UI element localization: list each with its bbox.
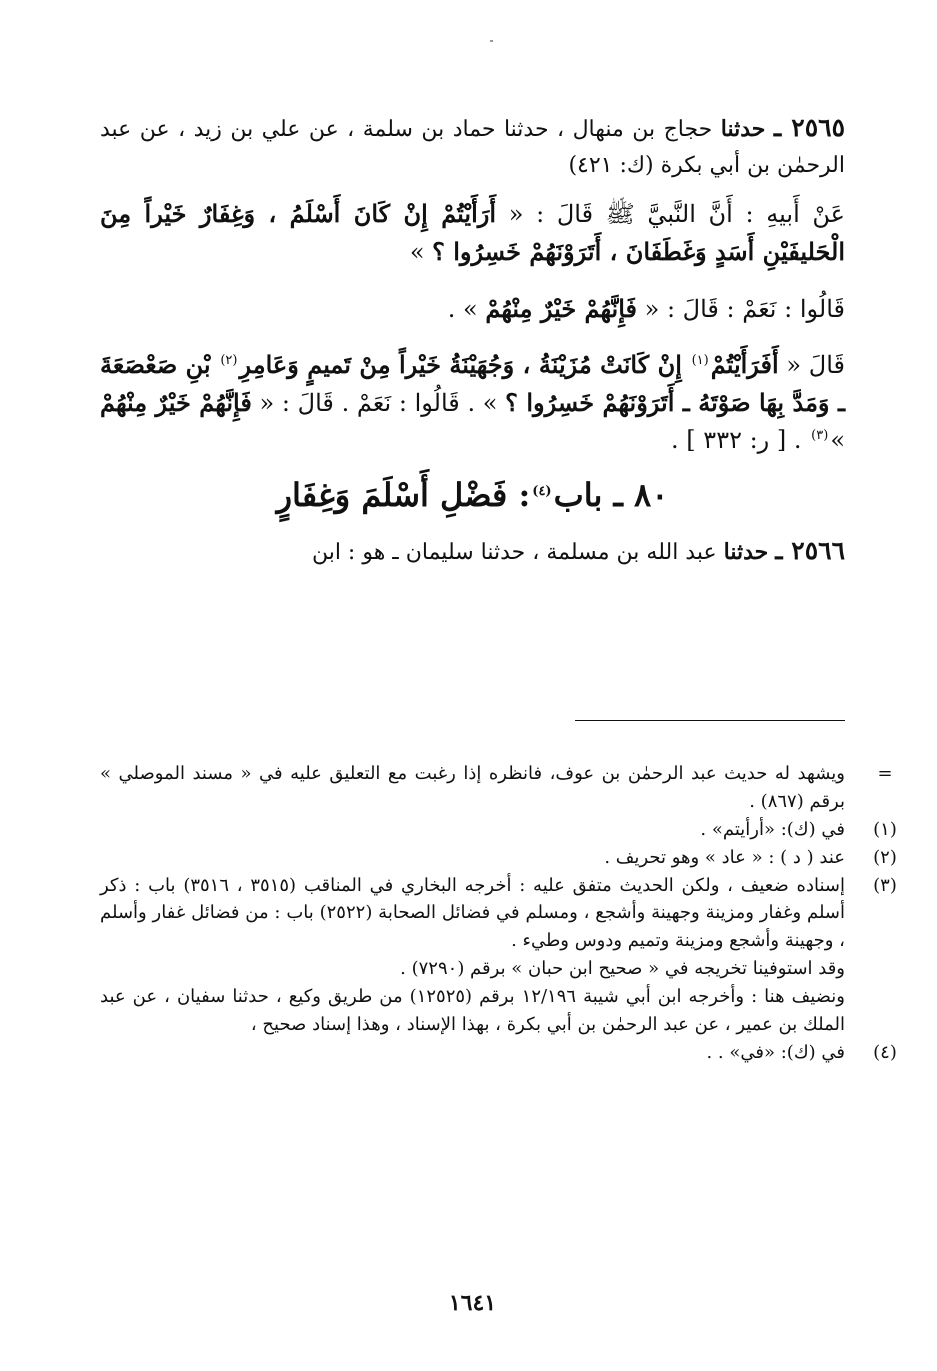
footnote-number: (١)	[873, 818, 897, 840]
footnote-text: في (ك): «أرأيتم» .	[700, 818, 845, 840]
footnote-3	[100, 872, 897, 956]
isnad-text: عبد الله بن مسلمة ، حدثنا سليمان ـ هو : ابن	[311, 539, 717, 565]
chapter-heading	[100, 475, 845, 517]
footnote-ref-2: (٢)	[220, 352, 238, 368]
hadith-lead: حدثنا	[720, 116, 766, 142]
hadith-lead: حدثنا	[723, 538, 769, 565]
footnote-continuation	[100, 760, 893, 816]
continuation-marker: =	[877, 763, 893, 784]
quote-mark: »	[409, 238, 425, 267]
matn-text: قَالُوا : نَعَمْ : قَالَ : «	[644, 294, 845, 323]
footnote-text: إسناده ضعيف ، ولكن الحديث متفق عليه : أخرجه البخاري في المناقب (٣٥١٥ ، ٣٥١٦) باب : ذكر أسلم وغفار ومزينة وجهينة وأشجع ، ومسلم في فضائل الصحابة (٢٥٢٢) باب : من فضائل غفار وأسلم ، وجهينة وأشجع ومزينة وتميم ودوس وطيء .	[100, 874, 846, 952]
prophet-speech: فَإِنَّهُمْ خَيْرٌ مِنْهُمْ	[100, 387, 252, 417]
matn-text: » . قَالُوا : نَعَمْ . قَالَ : «	[259, 388, 498, 417]
matn-paragraph-1	[100, 195, 845, 271]
footnote-3-para-2: وقد استوفينا تخريجه في « صحيح ابن حبان » برقم (٧٢٩٠) .	[400, 958, 845, 980]
prophet-speech: بْنِ صَعْصَعَةَ ـ وَمَدَّ بِهَا صَوْتَهُ ـ أَتَرَوْنَهُمْ خَسِرُوا ؟	[100, 349, 845, 417]
isnad-text: حجاج بن منهال ، حدثنا حماد بن سلمة ، عن علي بن زيد ، عن عبد الرحمٰن بن أبي بكرة (ك: ٤٢١)	[100, 117, 845, 178]
hadith-number: ٢٥٦٦ ـ	[775, 535, 845, 565]
footnote-ref-4: (٤)	[532, 483, 552, 499]
chapter-number: ٨٠ ـ باب	[553, 476, 669, 515]
footnote-number: (٤)	[873, 1041, 897, 1063]
prophet-speech: أَفَرَأَيْتُمْ	[710, 349, 779, 379]
matn-text: قَالَ «	[786, 350, 846, 379]
footnote-ref-3: (٣)	[811, 428, 829, 444]
matn-paragraph-3	[100, 346, 845, 460]
page-number: ١٦٤١	[448, 1290, 497, 1316]
main-text	[100, 108, 845, 571]
footnote-text: في (ك): «في» . .	[706, 1041, 845, 1063]
book-page	[100, 0, 897, 1371]
footnote-3-para-3: ونضيف هنا : وأخرجه ابن أبي شيبة ١٢/١٩٦ برقم (١٢٥٢٥) من طريق وكيع ، حدثنا سفيان ، عن عبد الملك بن عمير ، عن عبد الرحمٰن بن أبي بكرة ، بهذا الإسناد ، وهذا إسناد صحيح ،	[100, 986, 845, 1036]
quote-mark: » .	[447, 294, 478, 323]
prophet-speech: فَإِنَّهُمْ خَيْرٌ مِنْهُمْ	[485, 293, 638, 323]
hadith-2566-isnad	[100, 531, 845, 571]
matn-text: عَنْ أَبيهِ : أَنَّ النَّبيَّ ﷺ قَالَ : «	[508, 200, 845, 229]
prophet-speech: أَرَأَيْتُمْ إِنْ كَانَ أَسْلَمُ ، وَغِفَارٌ خَيْراً مِنَ الْحَليفَيْنِ أَسَدٍ وَغَطَفَانَ ، أَتَرَوْنَهُمْ خَسِرُوا ؟	[100, 199, 845, 267]
footnote-text: عند ( د ) : « عاد » وهو تحريف .	[604, 846, 845, 868]
footnote-text: ويشهد له حديث عبد الرحمٰن بن عوف، فانظره إذا رغبت مع التعليق عليه في « مسند الموصلي » برقم (٨٦٧) .	[100, 763, 845, 812]
footnote-divider	[575, 720, 845, 721]
cross-reference: . [ ر: ٣٣٢ ] .	[671, 426, 802, 455]
hadith-number: ٢٥٦٥ ـ	[773, 113, 846, 142]
footnote-4	[100, 1039, 897, 1067]
matn-paragraph-2	[100, 290, 845, 328]
footnote-number: (٢)	[873, 846, 897, 868]
footnote-1	[100, 816, 897, 844]
footnote-2	[100, 844, 897, 872]
footnotes	[100, 760, 897, 1067]
hadith-2565-isnad	[100, 108, 845, 183]
footnote-number: (٣)	[873, 874, 897, 896]
chapter-title: : فَضْلِ أَسْلَمَ وَغِفَارٍ	[276, 476, 531, 515]
footnote-ref-1: (١)	[691, 352, 709, 368]
quote-mark: »	[830, 426, 845, 455]
prophet-speech: إِنْ كَانَتْ مُزَيْنَةُ ، وَجُهَيْنَةُ خَيْراً مِنْ تَميمٍ وَعَامِرِ	[239, 349, 682, 379]
